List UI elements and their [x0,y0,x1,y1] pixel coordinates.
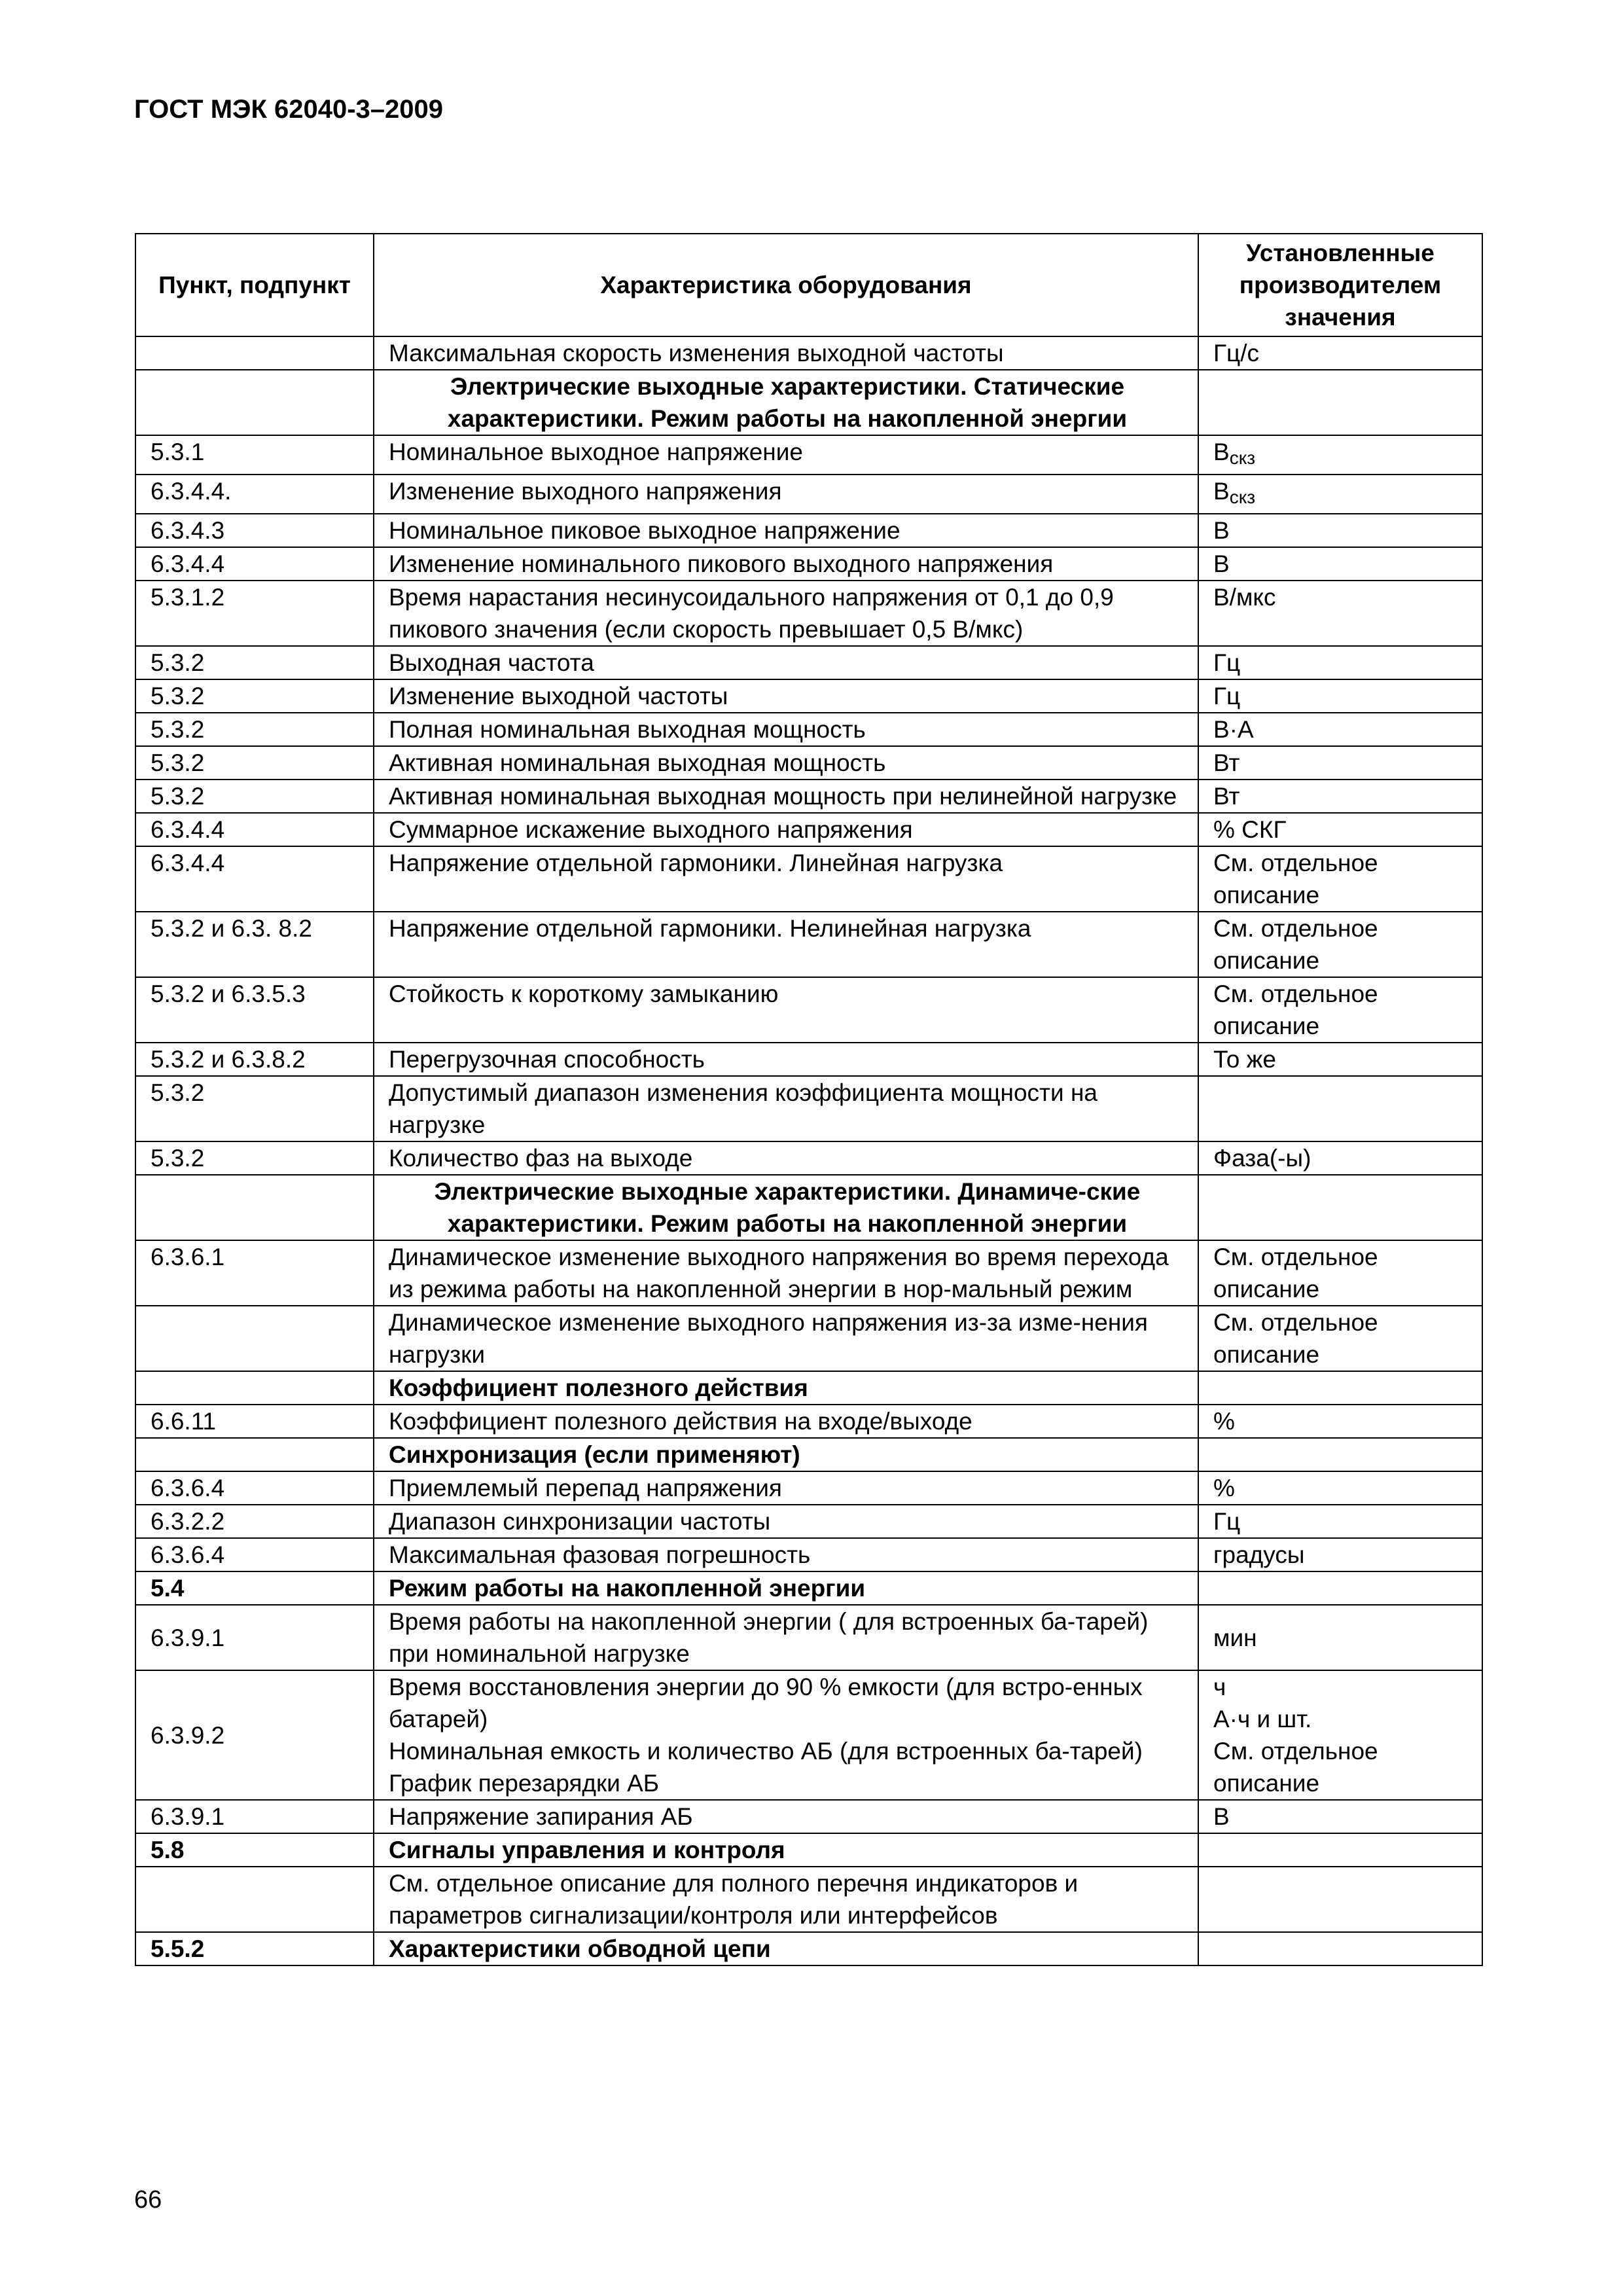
value-cell [1198,1571,1482,1605]
clause-cell: 5.3.2 и 6.3.8.2 [135,1043,374,1076]
characteristic-cell: Активная номинальная выходная мощность [374,746,1198,780]
clause-cell: 6.3.4.4 [135,846,374,912]
clause-cell: 6.3.6.4 [135,1538,374,1571]
value-cell: В [1198,1800,1482,1833]
table-row [135,475,1482,514]
characteristic-cell: Номинальное выходное напряжение [374,435,1198,475]
table-row [135,912,1482,977]
clause-cell: 6.3.6.4 [135,1471,374,1505]
unit-symbol: В [1213,478,1230,505]
value-cell [1198,1867,1482,1932]
value-cell: % [1198,1471,1482,1505]
clause-cell: 5.3.2 [135,1141,374,1175]
clause-cell [135,1175,374,1240]
value-cell: Гц/с [1198,336,1482,370]
value-cell: См. отдельное описание [1198,846,1482,912]
characteristic-cell: Выходная частота [374,646,1198,679]
table-section-row [135,1438,1482,1471]
clause-cell: 6.3.9.1 [135,1800,374,1833]
value-cell: См. отдельное описание [1198,1240,1482,1306]
table-section-row [135,370,1482,435]
table-row [135,1240,1482,1306]
table-row [135,813,1482,846]
clause-cell: 5.3.1 [135,435,374,475]
document-header: ГОСТ МЭК 62040-3–2009 [134,95,444,124]
characteristic-cell: Максимальная скорость изменения выходной частоты [374,336,1198,370]
section-heading-cell: Характеристики обводной цепи [374,1932,1198,1965]
clause-cell: 5.3.2 [135,780,374,813]
clause-cell: 6.3.4.4. [135,475,374,514]
table-row [135,646,1482,679]
characteristic-cell: Количество фаз на выходе [374,1141,1198,1175]
clause-cell: 5.3.1.2 [135,581,374,646]
characteristic-cell: Время восстановления энергии до 90 % емкости (для встро-енных батарей) Номинальная емкость и количество АБ (для встроенных ба-тарей) График перезарядки АБ [374,1670,1198,1800]
table-row [135,1538,1482,1571]
value-cell: В [1198,514,1482,547]
table-row [135,514,1482,547]
value-cell: % СКГ [1198,813,1482,846]
section-heading-cell: Сигналы управления и контроля [374,1833,1198,1867]
characteristic-cell: Напряжение запирания АБ [374,1800,1198,1833]
section-heading-cell: Электрические выходные характеристики. Статические характеристики. Режим работы на накопленной энергии [374,370,1198,435]
header-characteristic: Характеристика оборудования [374,234,1198,336]
value-cell: В [1198,547,1482,581]
value-cell: Вт [1198,746,1482,780]
clause-cell: 6.3.4.3 [135,514,374,547]
clause-cell [135,370,374,435]
characteristic-cell: Динамическое изменение выходного напряжения во время перехода из режима работы на накопленной энергии в нор-мальный режим [374,1240,1198,1306]
table-section-row [135,1175,1482,1240]
value-cell [1198,1371,1482,1405]
clause-cell: 6.3.9.2 [135,1670,374,1800]
value-cell [1198,1932,1482,1965]
clause-cell: 5.4 [135,1571,374,1605]
clause-cell: 5.3.2 [135,646,374,679]
unit-subscript: скз [1229,448,1256,468]
table-row [135,435,1482,475]
characteristic-cell: Динамическое изменение выходного напряжения из-за изме-нения нагрузки [374,1306,1198,1371]
value-cell [1198,370,1482,435]
characteristic-cell: Изменение выходного напряжения [374,475,1198,514]
table-row [135,1141,1482,1175]
section-heading-cell: Коэффициент полезного действия [374,1371,1198,1405]
characteristic-cell: Полная номинальная выходная мощность [374,713,1198,746]
value-cell: мин [1198,1605,1482,1670]
clause-cell [135,1371,374,1405]
value-cell: В·А [1198,713,1482,746]
table-row [135,547,1482,581]
section-heading-cell: Электрические выходные характеристики. Динамиче-ские характеристики. Режим работы на накопленной энергии [374,1175,1198,1240]
value-cell [1198,1175,1482,1240]
table-row [135,977,1482,1043]
value-cell: ч А·ч и шт. См. отдельное описание [1198,1670,1482,1800]
unit-subscript: скз [1229,487,1256,507]
value-cell: Вт [1198,780,1482,813]
value-cell: Фаза(-ы) [1198,1141,1482,1175]
table-row [135,1471,1482,1505]
table-row [135,780,1482,813]
clause-cell: 6.3.9.1 [135,1605,374,1670]
clause-cell: 5.5.2 [135,1932,374,1965]
header-clause: Пункт, подпункт [135,234,374,336]
characteristic-cell: Изменение выходной частоты [374,679,1198,713]
clause-cell: 5.3.2 и 6.3.5.3 [135,977,374,1043]
table-section-row [135,1833,1482,1867]
table-section-row [135,1571,1482,1605]
table-row [135,1670,1482,1800]
header-value: Установленные производителем значения [1198,234,1482,336]
table-row [135,746,1482,780]
unit-symbol: В [1213,439,1230,465]
table-row [135,1505,1482,1538]
table-row [135,1306,1482,1371]
clause-cell: 5.3.2 и 6.3. 8.2 [135,912,374,977]
clause-cell: 5.3.2 [135,713,374,746]
value-cell: См. отдельное описание [1198,912,1482,977]
table-section-row [135,1932,1482,1965]
table-row [135,1076,1482,1141]
value-cell [1198,475,1482,514]
characteristic-cell: Максимальная фазовая погрешность [374,1538,1198,1571]
clause-cell: 6.3.2.2 [135,1505,374,1538]
section-heading-cell: Режим работы на накопленной энергии [374,1571,1198,1605]
clause-cell: 5.3.2 [135,746,374,780]
clause-cell [135,1306,374,1371]
characteristic-cell: Приемлемый перепад напряжения [374,1471,1198,1505]
characteristic-cell: См. отдельное описание для полного перечня индикаторов и параметров сигнализации/контроля или интерфейсов [374,1867,1198,1932]
characteristic-cell: Номинальное пиковое выходное напряжение [374,514,1198,547]
value-cell: См. отдельное описание [1198,977,1482,1043]
characteristic-cell: Время работы на накопленной энергии ( для встроенных ба-тарей) при номинальной нагрузке [374,1605,1198,1670]
table-row [135,1043,1482,1076]
clause-cell: 5.8 [135,1833,374,1867]
table-row [135,713,1482,746]
clause-cell [135,1438,374,1471]
table-header-row [135,234,1482,336]
value-cell [1198,435,1482,475]
table-row [135,581,1482,646]
table-row [135,846,1482,912]
value-cell: % [1198,1405,1482,1438]
table-row [135,1800,1482,1833]
characteristic-cell: Стойкость к короткому замыканию [374,977,1198,1043]
characteristic-cell: Напряжение отдельной гармоники. Линейная нагрузка [374,846,1198,912]
value-cell: См. отдельное описание [1198,1306,1482,1371]
clause-cell: 5.3.2 [135,679,374,713]
value-cell [1198,1833,1482,1867]
clause-cell [135,336,374,370]
value-cell: В/мкс [1198,581,1482,646]
value-cell: Гц [1198,646,1482,679]
characteristic-cell: Изменение номинального пикового выходного напряжения [374,547,1198,581]
table-row [135,1405,1482,1438]
characteristic-cell: Перегрузочная способность [374,1043,1198,1076]
table-body [135,336,1482,1965]
value-cell: То же [1198,1043,1482,1076]
section-heading-cell: Синхронизация (если применяют) [374,1438,1198,1471]
page-number: 66 [134,2186,162,2214]
clause-cell: 6.3.6.1 [135,1240,374,1306]
value-cell [1198,1076,1482,1141]
characteristic-cell: Допустимый диапазон изменения коэффициента мощности на нагрузке [374,1076,1198,1141]
table-row [135,1605,1482,1670]
table-row [135,1867,1482,1932]
value-cell: градусы [1198,1538,1482,1571]
characteristic-cell: Суммарное искажение выходного напряжения [374,813,1198,846]
equipment-characteristics-table [135,233,1483,1966]
value-cell [1198,1438,1482,1471]
characteristic-cell: Коэффициент полезного действия на входе/выходе [374,1405,1198,1438]
clause-cell: 6.6.11 [135,1405,374,1438]
characteristic-cell: Время нарастания несинусоидального напряжения от 0,1 до 0,9 пикового значения (если скорость превышает 0,5 В/мкс) [374,581,1198,646]
table-section-row [135,1371,1482,1405]
table-row [135,679,1482,713]
characteristic-cell: Диапазон синхронизации частоты [374,1505,1198,1538]
value-cell: Гц [1198,679,1482,713]
table-row [135,336,1482,370]
clause-cell: 5.3.2 [135,1076,374,1141]
clause-cell [135,1867,374,1932]
value-cell: Гц [1198,1505,1482,1538]
characteristic-cell: Активная номинальная выходная мощность при нелинейной нагрузке [374,780,1198,813]
clause-cell: 6.3.4.4 [135,813,374,846]
clause-cell: 6.3.4.4 [135,547,374,581]
characteristic-cell: Напряжение отдельной гармоники. Нелинейная нагрузка [374,912,1198,977]
